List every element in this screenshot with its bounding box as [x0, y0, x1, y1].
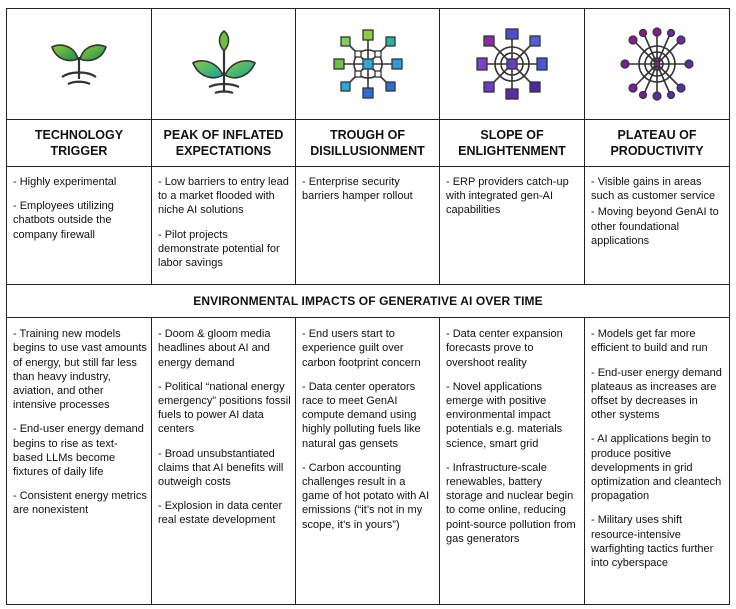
stage-5-icon-cell	[585, 9, 730, 120]
hype-cycle-table	[6, 8, 730, 605]
list-item: - Explosion in data center real estate development	[158, 500, 283, 527]
list-item: - Carbon accounting challenges result in a game of hot potato with AI emissions (“it’s not in my scope, it’s in yours”)	[302, 461, 430, 531]
list-item: - Broad unsubstantiated claims that AI benefits will outweigh costs	[158, 447, 284, 489]
hub-icon	[476, 28, 548, 100]
list-item: - Political “national energy emergency” positions fossil fuels to power AI data centers	[158, 380, 291, 436]
list-item: - Data center operators race to meet GenAI compute demand using highly polluting fuels like natural gas gensets	[302, 380, 421, 450]
list-item: - AI applications begin to produce positive developments in grid optimization and cleantech propagation	[591, 433, 722, 503]
list-item: - Low barriers to entry lead to a market flooded with niche AI solutions	[158, 176, 289, 217]
stage-2-title-line-1: PEAK OF INFLATED	[163, 128, 284, 142]
stage-1-title-line-1: TECHNOLOGY	[34, 128, 124, 142]
stage-1-title-line-2: TRIGGER	[50, 144, 108, 158]
stage-1-title	[7, 120, 152, 167]
stage-1-impacts	[7, 318, 152, 605]
list-item: - Visible gains in areas such as customer service	[591, 176, 716, 203]
list-item: - Consistent energy metrics are nonexistent	[13, 490, 147, 517]
stage-3-icon-cell	[296, 9, 440, 120]
stage-4-icon-cell	[440, 9, 585, 120]
stage-5-impacts	[585, 318, 730, 605]
network-icon	[332, 28, 404, 100]
list-item: - Models get far more efficient to build and run	[591, 328, 708, 355]
list-item: - Pilot projects demonstrate potential for labor savings	[158, 228, 280, 270]
impacts-band-title: ENVIRONMENTAL IMPACTS OF GENERATIVE AI OVER TIME	[7, 285, 730, 318]
list-item: - Enterprise security barriers hamper rollout	[302, 176, 413, 203]
stage-5-title-line-1: PLATEAU OF	[617, 128, 697, 142]
stage-4-title-line-1: SLOPE OF	[480, 128, 544, 142]
stage-2-characteristics	[152, 167, 296, 285]
stage-4-impacts	[440, 318, 585, 605]
list-item: - Highly experimental	[13, 176, 117, 188]
list-item: - End-user energy demand begins to rise as text-based LLMs become fixtures of daily life	[13, 423, 144, 479]
list-item: - Infrastructure-scale renewables, battery storage and nuclear begin to come online, reducing point-source pollution from gas generators	[446, 461, 576, 545]
stage-1-characteristics	[7, 167, 152, 285]
icon-row	[7, 9, 730, 120]
list-item: - End-user energy demand plateaus as increases are offset by decreases in other systems	[591, 366, 722, 422]
list-item: - Employees utilizing chatbots outside the company firewall	[13, 200, 114, 241]
list-item: - Military uses shift resource-intensive warfighting tactics further into cyberspace	[591, 514, 714, 570]
stage-4-characteristics	[440, 167, 585, 285]
plant-icon	[189, 29, 259, 99]
stage-3-title	[296, 120, 440, 167]
stage-2-icon-cell	[152, 9, 296, 120]
list-item: - Training new models begins to use vast amounts of energy, but still far less than heavy industry, aviation, and other intensive processes	[13, 328, 147, 412]
list-item: - Moving beyond GenAI to other foundational applications	[591, 206, 719, 247]
stage-1-icon-cell	[7, 9, 152, 120]
list-item: - Data center expansion forecasts prove to overshoot reality	[446, 328, 563, 369]
stage-4-title-line-2: ENLIGHTENMENT	[458, 144, 566, 158]
stage-3-title-line-1: TROUGH OF	[330, 128, 405, 142]
impacts-row	[7, 318, 730, 605]
stage-4-title	[440, 120, 585, 167]
stage-5-title-line-2: PRODUCTIVITY	[610, 144, 704, 158]
list-item: - ERP providers catch-up with integrated gen-AI capabilities	[446, 176, 569, 217]
stage-5-title	[585, 120, 730, 167]
stage-2-title-line-2: EXPECTATIONS	[175, 144, 272, 158]
stage-3-characteristics	[296, 167, 440, 285]
list-item: - Doom & gloom media headlines about AI and energy demand	[158, 328, 271, 369]
impacts-band-row	[7, 285, 730, 318]
list-item: - Novel applications emerge with positive environmental impact potentials e.g. materials science, smart grid	[446, 380, 563, 450]
stage-5-characteristics	[585, 167, 730, 285]
stage-2-impacts	[152, 318, 296, 605]
list-item: - End users start to experience guilt over carbon footprint concern	[302, 328, 421, 369]
sprout-icon	[44, 29, 114, 99]
stage-2-title	[152, 120, 296, 167]
stage-3-impacts	[296, 318, 440, 605]
stage-title-row	[7, 120, 730, 167]
stage-characteristics-row	[7, 167, 730, 285]
stage-3-title-line-2: DISILLUSIONMENT	[310, 144, 425, 158]
target-network-icon	[620, 27, 694, 101]
